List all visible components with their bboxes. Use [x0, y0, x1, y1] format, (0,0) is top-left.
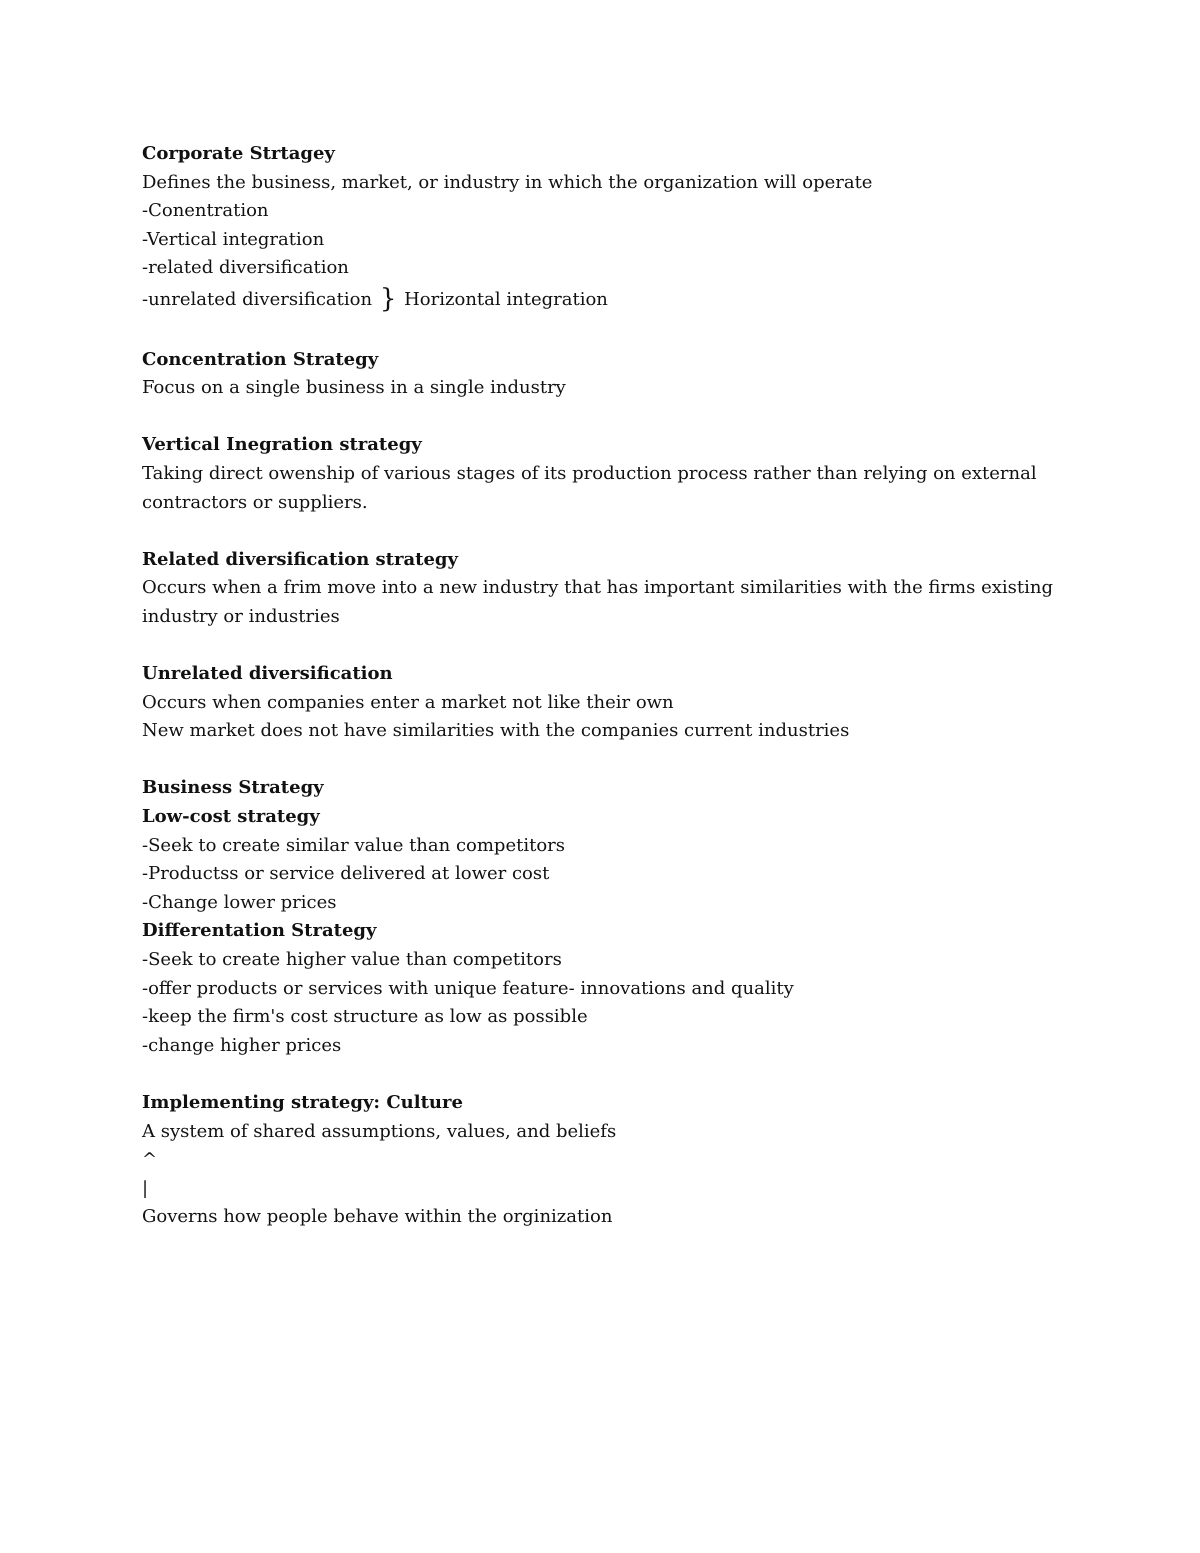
list-item: -Productss or service delivered at lower cost	[142, 863, 550, 885]
brace-symbol: }	[379, 283, 397, 314]
list-item: -Seek to create higher value than competitors	[142, 949, 562, 971]
heading-implementing-strategy-culture: Implementing strategy: Culture	[142, 1092, 463, 1113]
culture-definition: A system of shared assumptions, values, and beliefs	[142, 1120, 617, 1142]
list-item: -Conentration	[142, 200, 269, 222]
list-item: -Seek to create similar value than competitors	[142, 834, 566, 856]
list-item: -Vertical integration	[142, 228, 325, 250]
heading-concentration-strategy: Concentration Strategy	[142, 348, 379, 370]
spacer	[142, 317, 1062, 346]
document-body	[142, 140, 1062, 1232]
list-item: -change higher prices	[142, 1034, 342, 1056]
corporate-definition: Defines the business, market, or industry in which the organization will operate	[142, 171, 873, 193]
heading-differentation-strategy: Differentation Strategy	[142, 920, 377, 942]
list-item: -keep the firm's cost structure as low as possible	[142, 1006, 588, 1028]
list-item: -offer products or services with unique feature- innovations and quality	[142, 977, 794, 999]
spacer	[142, 403, 1062, 432]
culture-governs: Governs how people behave within the orginization	[142, 1206, 613, 1228]
vertical-text: Taking direct owenship of various stages of its production process rather than relying on external contractors or suppliers.	[142, 462, 1037, 513]
heading-unrelated-diversification: Unrelated diversification	[142, 663, 393, 685]
list-item: -Change lower prices	[142, 891, 337, 913]
arrow-shaft: |	[142, 1177, 149, 1199]
brace-label: Horizontal integration	[404, 288, 608, 310]
related-text: Occurs when a frim move into a new industry that has important similarities with the firms existing industry or industries	[142, 577, 1053, 627]
list-item: -related diversification	[142, 257, 349, 279]
spacer	[142, 1060, 1062, 1089]
heading-vertical-integration: Vertical Inegration strategy	[142, 434, 422, 456]
heading-low-cost-strategy: Low-cost strategy	[142, 806, 320, 828]
list-item-with-brace	[142, 283, 1062, 317]
list-item: -unrelated diversification	[142, 288, 373, 310]
spacer	[142, 517, 1062, 546]
spacer	[142, 746, 1062, 775]
unrelated-line: Occurs when companies enter a market not like their own	[142, 691, 674, 713]
heading-business-strategy: Business Strategy	[142, 777, 324, 799]
concentration-text: Focus on a single business in a single industry	[142, 377, 566, 399]
arrow-head-caret: ^	[142, 1149, 158, 1171]
spacer	[142, 632, 1062, 661]
unrelated-line: New market does not have similarities with the companies current industries	[142, 720, 850, 742]
heading-corporate-strategy: Corporate Strtagey	[142, 143, 335, 164]
heading-related-diversification: Related diversification strategy	[142, 548, 458, 570]
